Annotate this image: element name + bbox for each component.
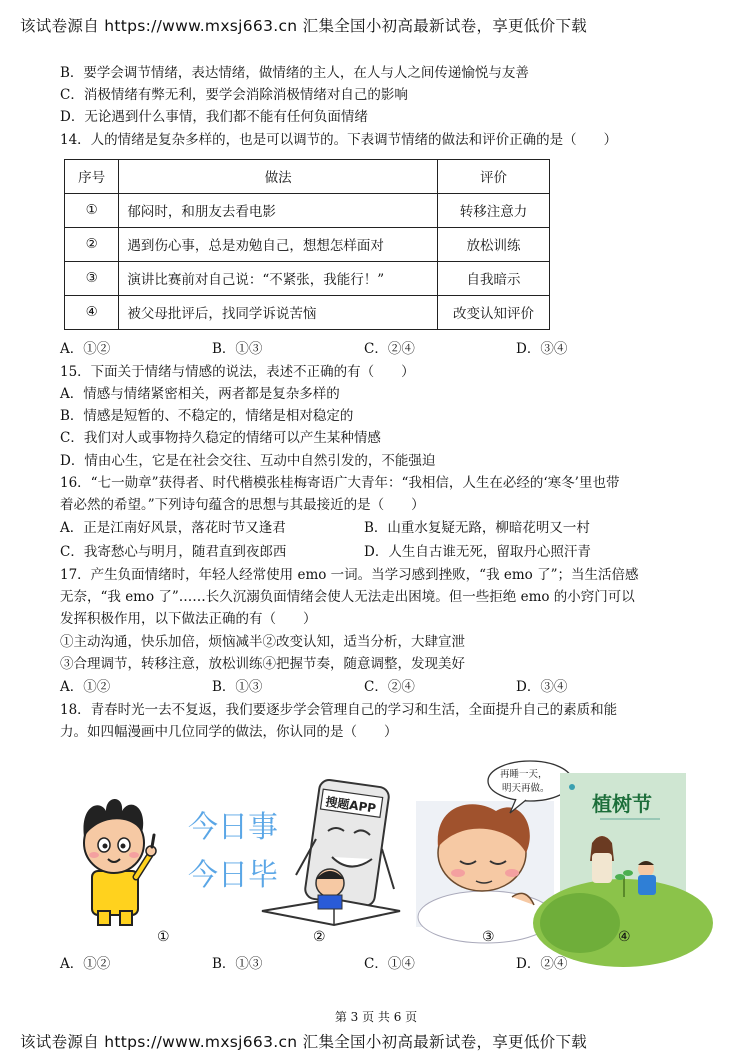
q17-items-line1: ①主动沟通，快乐加倍，烦恼减半②改变认知，适当分析，大肆宣泄 (60, 633, 465, 650)
q18-option-a: A．①② (60, 956, 111, 973)
q13-option-b: B．要学会调节情绪，表达情绪，做情绪的主人，在人与人之间传递愉悦与友善 (60, 65, 529, 81)
q17-stem-line3: 发挥积极作用，以下做法正确的有（ ） (60, 611, 317, 628)
table-cell: 自我暗示 (438, 261, 550, 295)
q17-items-line2: ③合理调节，转移注意，放松训练④把握节奏，随意调整，发现美好 (60, 655, 465, 672)
table-cell: 演讲比赛前对自己说：“不紧张，我能行！” (119, 261, 438, 295)
q16-options-row1 (60, 516, 720, 540)
table-header-cell: 做法 (119, 159, 438, 193)
q18-stem-line2: 力。如四幅漫画中几位同学的做法，你认同的是（ ） (60, 724, 398, 741)
q14-option-a: A．①② (60, 340, 111, 357)
panel-1-motto-line2: 今日毕 (188, 858, 278, 894)
table-cell: 改变认知评价 (438, 295, 550, 329)
table-cell: ② (65, 227, 119, 261)
q17-stem-line1: 17．产生负面情绪时，年轻人经常使用 emo 一词。当学习感到挫败，“我 emo 了”；当生活倍感 (60, 567, 639, 584)
table-cell: 放松训练 (438, 227, 550, 261)
table-cell: ① (65, 193, 119, 227)
q18-comic-strip (60, 757, 720, 952)
q18-stem-line1: 18．青春时光一去不复返，我们要逐步学会管理自己的学习和生活，全面提升自己的素质和能 (60, 702, 618, 718)
q15-stem: 15．下面关于情绪与情感的说法，表述不正确的有（ ） (60, 363, 415, 380)
q16-option-d: D．人生自古谁无死，留取丹心照汗青 (364, 544, 591, 561)
table-header-cell: 序号 (65, 159, 119, 193)
q17-option-a: A．①② (60, 679, 111, 695)
q16-options-row2 (60, 540, 720, 564)
panel-3-bubble-line2: 明天再做。 (502, 783, 550, 795)
panel-3-bubble-line1: 再睡一天， (500, 769, 548, 781)
q14-option-d: D．③④ (516, 340, 568, 357)
q17-stem-line2: 无奈，“我 emo 了”……长久沉溺负面情绪会使人无法走出困境。但一些拒绝 emo 的小窍门可以 (60, 589, 635, 606)
q13-option-c: C．消极情绪有弊无利，要学会消除消极情绪对自己的影响 (60, 87, 408, 104)
q16-stem-line1: 16．“七一勋章”获得者、时代楷模张桂梅寄语广大青年：“我相信，人生在必经的‘寒冬’里也带 (60, 474, 620, 491)
q14-option-b: B．①③ (212, 340, 263, 357)
q16-stem-line2: 着必然的希望。”下列诗句蕴含的思想与其最接近的是（ ） (60, 496, 425, 513)
panel-1-motto-line1: 今日事 (188, 810, 278, 846)
table-header-cell: 评价 (438, 159, 550, 193)
source-banner-top: 该试卷源自 https://www.mxsj663.cn 汇集全国小初高最新试卷，享更低价下载 (20, 17, 588, 35)
table-header-row (65, 159, 550, 193)
q14-option-c: C．②④ (364, 340, 415, 357)
q15-option-a: A．情感与情绪紧密相关，两者都是复杂多样的 (60, 385, 340, 402)
panel-label-4: ④ (618, 929, 631, 946)
q18-option-c: C．①④ (364, 956, 415, 973)
q16-option-b: B．山重水复疑无路，柳暗花明又一村 (364, 520, 590, 537)
q16-option-c: C．我寄愁心与明月，随君直到夜郎西 (60, 544, 287, 561)
table-row (65, 261, 550, 295)
q17-options (60, 675, 720, 699)
table-row (65, 227, 550, 261)
panel-label-1: ① (157, 929, 170, 946)
q15-option-b: B．情感是短暂的、不稳定的，情绪是相对稳定的 (60, 408, 354, 425)
q14-stem: 14．人的情绪是复杂多样的，也是可以调节的。下表调节情绪的做法和评价正确的是（ ） (60, 131, 618, 148)
comic-panel-3-image (416, 757, 554, 927)
comic-panel-4-image (560, 773, 686, 923)
table-cell: 郁闷时，和朋友去看电影 (119, 193, 438, 227)
comic-panel-1-image (70, 785, 278, 927)
table-cell: ④ (65, 295, 119, 329)
panel-label-3: ③ (482, 929, 495, 946)
table-cell: ③ (65, 261, 119, 295)
q13-option-d: D．无论遇到什么事情，我们都不能有任何负面情绪 (60, 109, 368, 126)
q16-option-a: A．正是江南好风景，落花时节又逢君 (60, 520, 286, 537)
q14-options (60, 337, 720, 361)
q17-option-d: D．③④ (516, 679, 568, 695)
table-cell: 转移注意力 (438, 193, 550, 227)
table-row (65, 193, 550, 227)
boy-pointing-illustration (83, 799, 156, 925)
q17-option-b: B．①③ (212, 679, 263, 695)
page-number: 第 3 页 共 6 页 (334, 1010, 418, 1024)
table-row (65, 295, 550, 329)
q18-option-d: D．②④ (516, 956, 568, 973)
comic-panel-2-image (256, 779, 406, 929)
source-banner-bottom: 该试卷源自 https://www.mxsj663.cn 汇集全国小初高最新试卷，享更低价下载 (20, 1033, 588, 1051)
q17-option-c: C．②④ (364, 679, 415, 695)
q18-option-b: B．①③ (212, 956, 263, 973)
table-cell: 被父母批评后，找同学诉说苦恼 (119, 295, 438, 329)
panel-4-title: 植树节 (592, 792, 652, 817)
panel-2-app-label: 搜题APP (324, 795, 377, 817)
panel-label-2: ② (313, 929, 326, 946)
q15-option-d: D．情由心生，它是在社会交往、互动中自然引发的，不能强迫 (60, 452, 436, 469)
q14-table (64, 159, 550, 330)
exam-page-content (60, 62, 720, 976)
table-cell: 遇到伤心事，总是劝勉自己，想想怎样面对 (119, 227, 438, 261)
q15-option-c: C．我们对人或事物持久稳定的情绪可以产生某种情感 (60, 430, 381, 447)
